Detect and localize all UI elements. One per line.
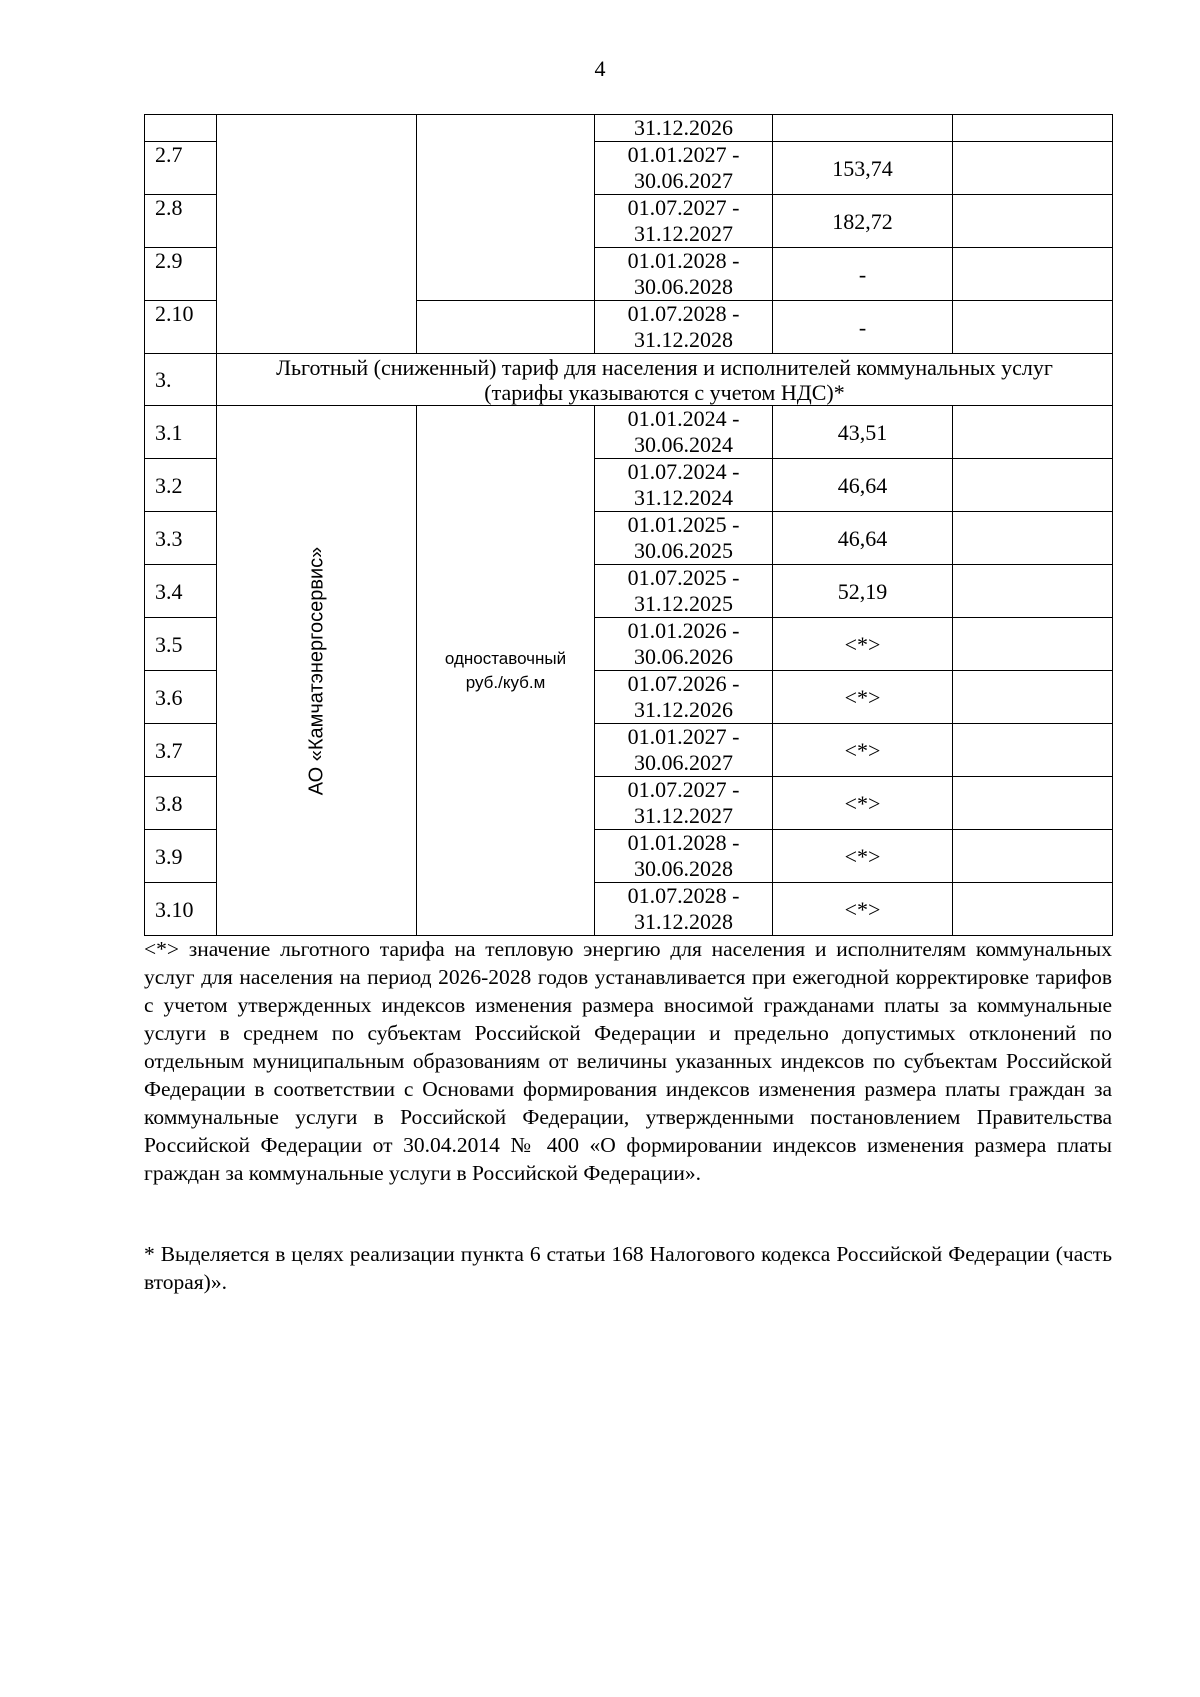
row-number: 3.6 xyxy=(145,671,217,724)
row-number: 2.8 xyxy=(145,195,217,248)
empty-cell xyxy=(953,406,1113,459)
section-header-row xyxy=(145,354,1113,406)
section-title: Льготный (сниженный) тариф для населения и исполнителей коммунальных услуг (тарифы указываются с учетом НДС)* xyxy=(217,354,1113,406)
row-number: 2.7 xyxy=(145,142,217,195)
tariff-value: <*> xyxy=(773,724,953,777)
empty-cell xyxy=(953,115,1113,142)
tariff-type-cell xyxy=(417,301,595,354)
tariff-value: 46,64 xyxy=(773,459,953,512)
tariff-value: 43,51 xyxy=(773,406,953,459)
row-number: 2.9 xyxy=(145,248,217,301)
tariff-value: - xyxy=(773,301,953,354)
period-cell: 01.07.2025 - 31.12.2025 xyxy=(595,565,773,618)
period-cell: 01.01.2026 - 30.06.2026 xyxy=(595,618,773,671)
period-cell: 01.07.2028 - 31.12.2028 xyxy=(595,301,773,354)
tariff-value: <*> xyxy=(773,671,953,724)
tariff-value: 182,72 xyxy=(773,195,953,248)
tariff-type-cell xyxy=(417,115,595,301)
period-cell: 01.07.2026 - 31.12.2026 xyxy=(595,671,773,724)
empty-cell xyxy=(953,565,1113,618)
table-row xyxy=(145,406,1113,459)
tariff-type-name: одноставочный xyxy=(444,648,567,668)
period-cell: 01.07.2024 - 31.12.2024 xyxy=(595,459,773,512)
organization-cell xyxy=(217,115,417,354)
tariff-value xyxy=(773,115,953,142)
empty-cell xyxy=(953,512,1113,565)
empty-cell xyxy=(953,142,1113,195)
footnote-star: <*> значение льготного тарифа на тепловую энергию для населения и исполнителям коммунальных услуг для населения на период 2026-2028 годов устанавливается при ежегодной корректировке тарифов с учетом утвержденных индексов изменения размера вносимой гражданами платы за коммунальные услуги в среднем по субъектам Российской Федерации и предельно допустимых отклонений по отдельным муниципальным образованиям от величины указанных индексов по субъектам Российской Федерации в соответствии с Основами формирования индексов изменения размера платы граждан за коммунальные услуги в Российской Федерации, утвержденными постановлением Правительства Российской Федерации от 30.04.2014 № 400 «О формировании индексов изменения размера платы граждан за коммунальные услуги в Российской Федерации». xyxy=(144,937,1112,1185)
row-number: 2.10 xyxy=(145,301,217,354)
period-cell: 01.01.2027 - 30.06.2027 xyxy=(595,724,773,777)
tariff-value: - xyxy=(773,248,953,301)
period-cell: 31.12.2026 xyxy=(595,115,773,142)
tariff-table xyxy=(144,114,1113,936)
empty-cell xyxy=(953,777,1113,830)
tariff-unit: руб./куб.м xyxy=(465,672,546,692)
tariff-value: <*> xyxy=(773,830,953,883)
empty-cell xyxy=(953,724,1113,777)
period-cell: 01.01.2027 - 30.06.2027 xyxy=(595,142,773,195)
row-number: 3.4 xyxy=(145,565,217,618)
tariff-type-cell xyxy=(417,406,595,936)
row-number xyxy=(145,115,217,142)
tariff-value: 153,74 xyxy=(773,142,953,195)
page-number: 4 xyxy=(594,56,606,81)
row-number: 3.7 xyxy=(145,724,217,777)
tariff-value: 52,19 xyxy=(773,565,953,618)
section-number: 3. xyxy=(145,354,217,406)
empty-cell xyxy=(953,883,1113,936)
table-row xyxy=(145,115,1113,142)
period-cell: 01.01.2028 - 30.06.2028 xyxy=(595,830,773,883)
period-cell: 01.07.2028 - 31.12.2028 xyxy=(595,883,773,936)
row-number: 3.8 xyxy=(145,777,217,830)
row-number: 3.1 xyxy=(145,406,217,459)
period-cell: 01.07.2027 - 31.12.2027 xyxy=(595,777,773,830)
organization-cell xyxy=(217,406,417,936)
organization-name: АО «Камчатэнергосервис» xyxy=(305,546,327,795)
empty-cell xyxy=(953,830,1113,883)
empty-cell xyxy=(953,618,1113,671)
tariff-value: <*> xyxy=(773,883,953,936)
footnote-vat: * Выделяется в целях реализации пункта 6 статьи 168 Налогового кодекса Российской Федерации (часть вторая)». xyxy=(144,1242,1112,1294)
empty-cell xyxy=(953,459,1113,512)
row-number: 3.5 xyxy=(145,618,217,671)
period-cell: 01.01.2028 - 30.06.2028 xyxy=(595,248,773,301)
period-cell: 01.01.2024 - 30.06.2024 xyxy=(595,406,773,459)
empty-cell xyxy=(953,301,1113,354)
period-cell: 01.01.2025 - 30.06.2025 xyxy=(595,512,773,565)
row-number: 3.9 xyxy=(145,830,217,883)
row-number: 3.10 xyxy=(145,883,217,936)
tariff-value: <*> xyxy=(773,618,953,671)
tariff-value: 46,64 xyxy=(773,512,953,565)
row-number: 3.2 xyxy=(145,459,217,512)
period-cell: 01.07.2027 - 31.12.2027 xyxy=(595,195,773,248)
empty-cell xyxy=(953,248,1113,301)
empty-cell xyxy=(953,195,1113,248)
empty-cell xyxy=(953,671,1113,724)
row-number: 3.3 xyxy=(145,512,217,565)
tariff-value: <*> xyxy=(773,777,953,830)
